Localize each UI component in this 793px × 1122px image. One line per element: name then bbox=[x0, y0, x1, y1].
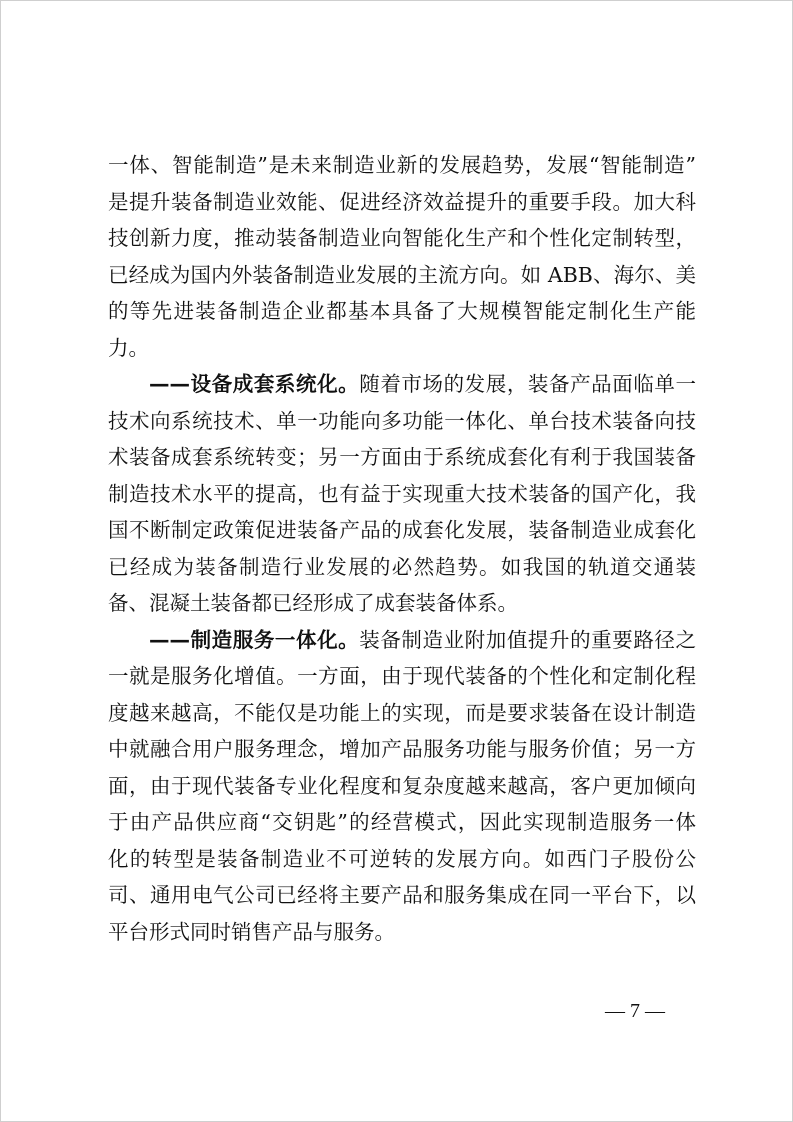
paragraph-intelligent-manufacturing bbox=[108, 147, 696, 366]
text-line: 制造技术水平的提高，也有益于实现重大技术装备的国产化，我 bbox=[108, 481, 696, 506]
text-line: 力。 bbox=[108, 335, 149, 360]
text-line: 技术向系统技术、单一功能向多功能一体化、单台技术装备向技 bbox=[108, 408, 696, 433]
text-line: 平台形式同时销售产品与服务。 bbox=[108, 919, 395, 944]
text-line: 化的转型是装备制造业不可逆转的发展方向。如西门子股份公 bbox=[108, 846, 696, 871]
text-line: 度越来越高，不能仅是功能上的实现，而是要求装备在设计制造 bbox=[108, 700, 696, 725]
paragraph-equipment-systemization bbox=[108, 366, 696, 622]
text-line: 司、通用电气公司已经将主要产品和服务集成在同一平台下，以 bbox=[108, 883, 696, 907]
paragraph-heading: ——设备成套系统化。 bbox=[149, 372, 360, 396]
paragraph-first-line bbox=[108, 622, 696, 659]
text-line: 国不断制定政策促进装备产品的成套化发展，装备制造业成套化 bbox=[108, 518, 696, 542]
text-line: 一体、智能制造”是未来制造业新的发展趋势，发展“智能制造” bbox=[108, 153, 696, 177]
text-line: 于由产品供应商“交钥匙”的经营模式，因此实现制造服务一体 bbox=[108, 810, 696, 834]
paragraph-manufacturing-service bbox=[108, 622, 696, 951]
text-line: 面，由于现代装备专业化程度和复杂度越来越高，客户更加倾向 bbox=[108, 773, 696, 798]
text-line: 的等先进装备制造企业都基本具备了大规模智能定制化生产能 bbox=[108, 299, 696, 323]
text-run: 装备制造业附加值提升的重要路径之 bbox=[359, 627, 696, 652]
text-run: 随着市场的发展，装备产品面临单一 bbox=[359, 372, 696, 396]
text-line: 是提升装备制造业效能、促进经济效益提升的重要手段。加大科 bbox=[108, 189, 696, 214]
text-line: 中就融合用户服务理念，增加产品服务功能与服务价值；另一方 bbox=[108, 737, 696, 761]
text-line: 已经成为装备制造行业发展的必然趋势。如我国的轨道交通装 bbox=[108, 554, 696, 579]
document-body bbox=[108, 147, 696, 950]
page-number: — 7 — bbox=[605, 1000, 665, 1022]
text-line: 已经成为国内外装备制造业发展的主流方向。如 ABB、海尔、美 bbox=[108, 262, 696, 287]
text-line: 备、混凝土装备都已经形成了成套装备体系。 bbox=[108, 591, 518, 615]
text-line: 术装备成套系统转变；另一方面由于系统成套化有利于我国装备 bbox=[108, 445, 696, 469]
paragraph-heading: ——制造服务一体化。 bbox=[149, 627, 360, 652]
paragraph-first-line bbox=[108, 366, 696, 403]
text-line: 技创新力度，推动装备制造业向智能化生产和个性化定制转型， bbox=[108, 226, 696, 250]
text-line: 一就是服务化增值。一方面，由于现代装备的个性化和定制化程 bbox=[108, 664, 696, 688]
